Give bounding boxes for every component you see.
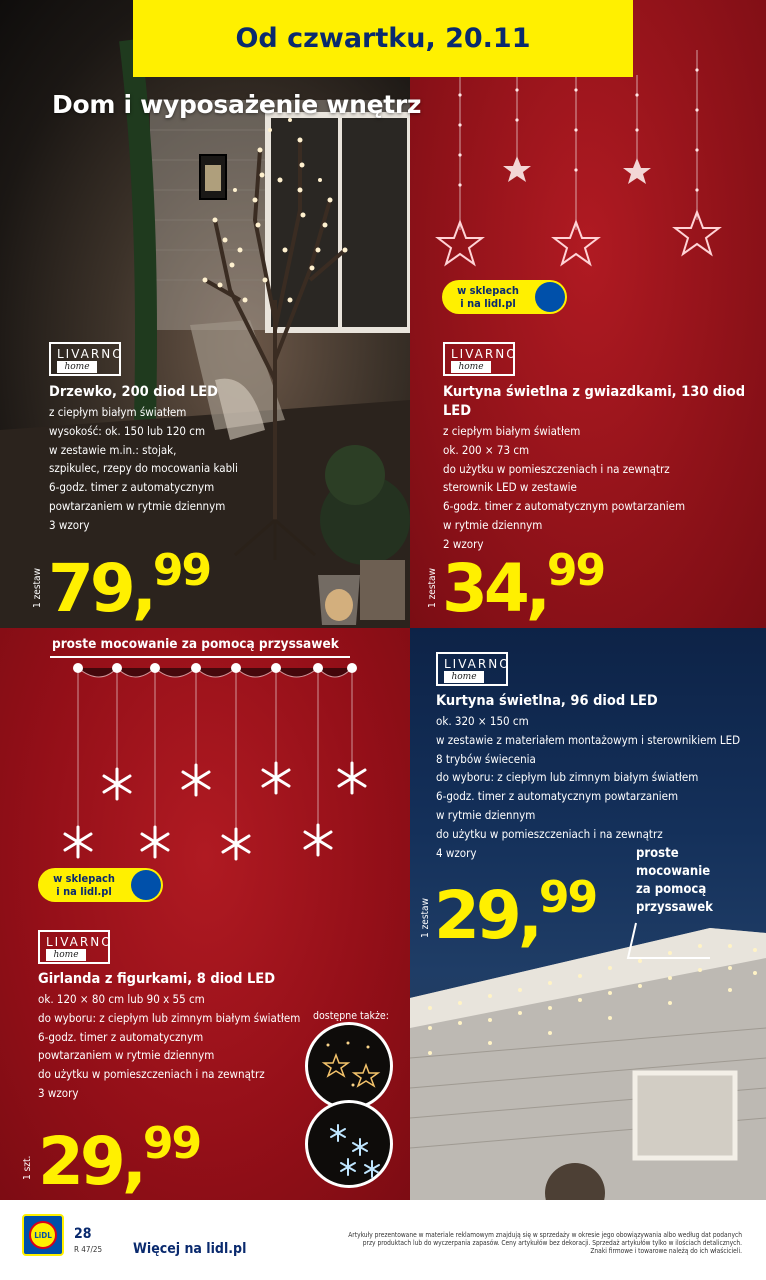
variant-warm-stars-thumbnail <box>305 1022 393 1110</box>
product-name: Kurtyna świetlna, 96 diod LED <box>436 693 658 709</box>
more-link[interactable]: Więcej na lidl.pl <box>133 1241 247 1257</box>
product-info-tree: Drzewko, 200 diod LED z ciepłym białym światłem wysokość: ok. 150 lub 120 cm w zestawie m.in.: stojak, szpikulec, rzepy do mocowania kabli 6-godz. timer z automatycznym powtarzaniem w rytmie dziennym 3 wzory <box>49 384 238 532</box>
price-tree: 79,99 <box>48 545 211 627</box>
legal-disclaimer: Artykuły prezentowane w materiale reklamowym znajdują się w sprzedaży w okresie jego obowiązywania albo według dat podanych przy produktach lub do wyczerpania zapasów. Ceny artykułów bez dekoracji. Sprzedaż artykułów tylko w ilościach detalicznych. Znaki firmowe i towarowe należą do ich właścicieli. <box>348 1231 742 1256</box>
caption-underline <box>50 656 350 658</box>
price-unit: 1 zestaw <box>32 568 43 608</box>
product-info-garland: Girlanda z figurkami, 8 diod LED ok. 120 × 80 cm lub 90 x 55 cm do wyboru: z ciepłym lub zimnym białym światłem 6-godz. timer z automatycznym powtarzaniem w rytmie dziennym do użytku w pomieszczeniach i na zewnątrz 3 wzory <box>38 971 301 1100</box>
livarno-logo: LIVARNO home <box>436 652 508 686</box>
livarno-logo: LIVARNO home <box>49 342 121 376</box>
arrow-icon <box>131 870 161 900</box>
price-unit: 1 zestaw <box>420 898 431 938</box>
available-also-label: dostępne także: <box>313 1010 389 1022</box>
suction-caption: proste mocowanie za pomocą przyssawek <box>52 636 339 652</box>
date-banner <box>133 0 633 77</box>
product-info-icicle-curtain: Kurtyna świetlna, 96 diod LED ok. 320 × 150 cm w zestawie z materiałem montażowym i sterownikiem LED 8 trybów świecenia do wyboru: z ciepłym lub zimnym białym światłem 6-godz. timer z automatycznym powtarzaniem w rytmie dziennym do użytku w pomieszczeniach i na zewnątrz 4 wzory <box>436 693 741 860</box>
shop-availability-pill[interactable]: w sklepach i na lidl.pl <box>38 868 163 902</box>
price-unit: 1 szt. <box>22 1155 33 1180</box>
product-name: Drzewko, 200 diod LED <box>49 384 218 400</box>
section-title: Dom i wyposażenie wnętrz <box>52 90 422 119</box>
lidl-logo[interactable]: LiDL <box>22 1214 64 1256</box>
livarno-logo: LIVARNO home <box>38 930 110 964</box>
price-garland: 29,99 <box>38 1118 201 1200</box>
product-info-star-curtain: Kurtyna świetlna z gwiazdkami, 130 diod LED z ciepłym białym światłem ok. 200 × 73 cm do użytku w pomieszczeniach i na zewnątrz sterownik LED w zestawie 6-godz. timer z automatycznym powtarzaniem w rytmie dziennym 2 wzory <box>443 383 766 554</box>
page-number: 28 <box>74 1226 92 1242</box>
livarno-logo: LIVARNO home <box>443 342 515 376</box>
suction-callout: proste mocowanie za pomocą przyssawek <box>636 846 713 915</box>
issue-code: R 47/25 <box>74 1245 103 1254</box>
price-icicle-curtain: 29,99 <box>434 872 597 954</box>
variant-cold-snowflakes-thumbnail <box>305 1100 393 1188</box>
shop-availability-pill[interactable]: w sklepach i na lidl.pl <box>442 280 567 314</box>
product-name: Kurtyna świetlna z gwiazdkami, 130 diod LED <box>443 384 746 419</box>
arrow-icon <box>535 282 565 312</box>
product-name: Girlanda z figurkami, 8 diod LED <box>38 971 276 987</box>
price-star-curtain: 34,99 <box>442 545 605 627</box>
date-text: Od czwartku, 20.11 <box>235 23 531 54</box>
price-unit: 1 zestaw <box>427 568 438 608</box>
